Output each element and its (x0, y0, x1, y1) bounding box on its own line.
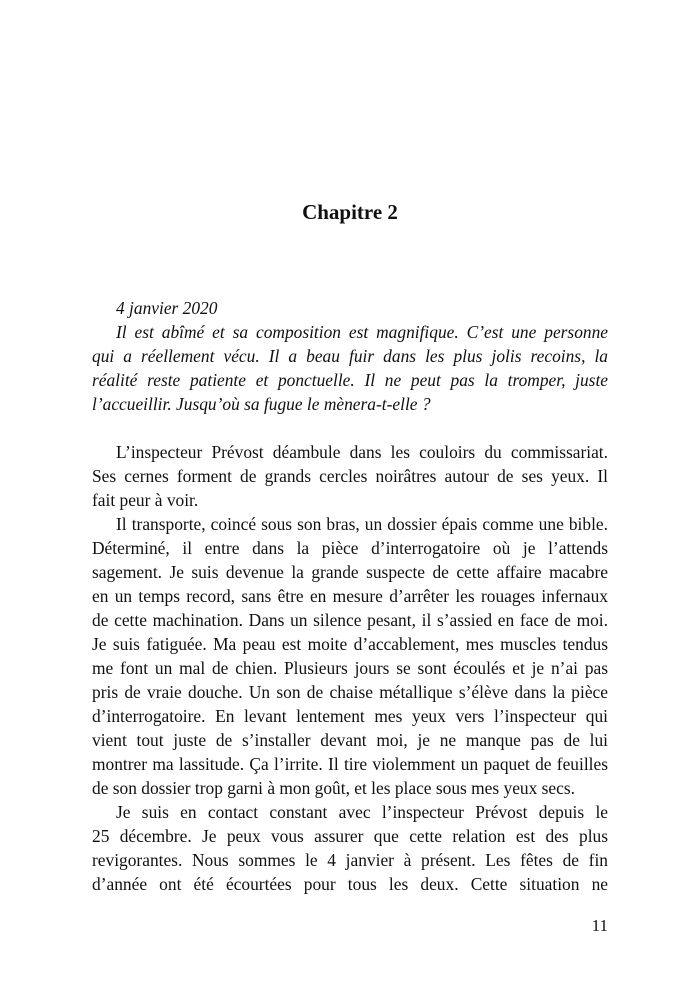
diary-entry (92, 296, 608, 416)
diary-date: 4 janvier 2020 (116, 298, 218, 318)
narrative-line: Ses cernes forment de grands cercles noirâtres autour de ses yeux. Il (92, 466, 608, 486)
narrative-line: Déterminé, il entre dans la pièce d’interrogatoire où je l’attends (92, 538, 608, 558)
narrative-line: fait peur à voir. (92, 490, 199, 510)
narrative-line: L’inspecteur Prévost déambule dans les couloirs du commissariat. (116, 442, 608, 462)
narrative-line: d’interrogatoire. En levant lentement mes yeux vers l’inspecteur qui (92, 706, 608, 726)
narrative-line: montrer ma lassitude. Ça l’irrite. Il tire violemment un paquet de feuilles (92, 754, 608, 774)
narrative-line: pris de vraie douche. Un son de chaise métallique s’élève dans la pièce (92, 682, 608, 702)
diary-line: réalité reste patiente et ponctuelle. Il ne peut pas la tromper, juste (92, 370, 608, 390)
narrative-line: en un temps record, sans être en mesure d’arrêter les rouages infernaux (92, 586, 608, 606)
narrative-line: revigorantes. Nous sommes le 4 janvier à présent. Les fêtes de fin (92, 850, 608, 870)
narrative-line: Il transporte, coincé sous son bras, un dossier épais comme une bible. (116, 514, 608, 534)
narrative-line: me font un mal de chien. Plusieurs jours se sont écoulés et je n’ai pas (92, 658, 608, 678)
narrative-line: de cette machination. Dans un silence pesant, il s’assied en face de moi. (92, 610, 608, 630)
narrative-line: vient tout juste de s’installer devant moi, je ne manque pas de lui (92, 730, 608, 750)
narrative-line: 25 décembre. Je peux vous assurer que cette relation est des plus (92, 826, 608, 846)
narrative-line: sagement. Je suis devenue la grande suspecte de cette affaire macabre (92, 562, 608, 582)
diary-line: qui a réellement vécu. Il a beau fuir dans les plus jolis recoins, la (92, 346, 608, 366)
diary-line: Il est abîmé et sa composition est magnifique. C’est une personne (116, 322, 608, 342)
narrative-line: Je suis fatiguée. Ma peau est moite d’accablement, mes muscles tendus (92, 634, 608, 654)
narrative-line: Je suis en contact constant avec l’inspecteur Prévost depuis le (116, 802, 608, 822)
chapter-title: Chapitre 2 (302, 200, 398, 224)
narrative-text (92, 440, 608, 896)
page-number: 11 (591, 916, 608, 935)
diary-line: l’accueillir. Jusqu’où sa fugue le mènera-t-elle ? (92, 394, 431, 414)
narrative-line: d’année ont été écourtées pour tous les deux. Cette situation ne (92, 874, 608, 894)
narrative-line: de son dossier trop garni à mon goût, et les place sous mes yeux secs. (92, 778, 575, 798)
